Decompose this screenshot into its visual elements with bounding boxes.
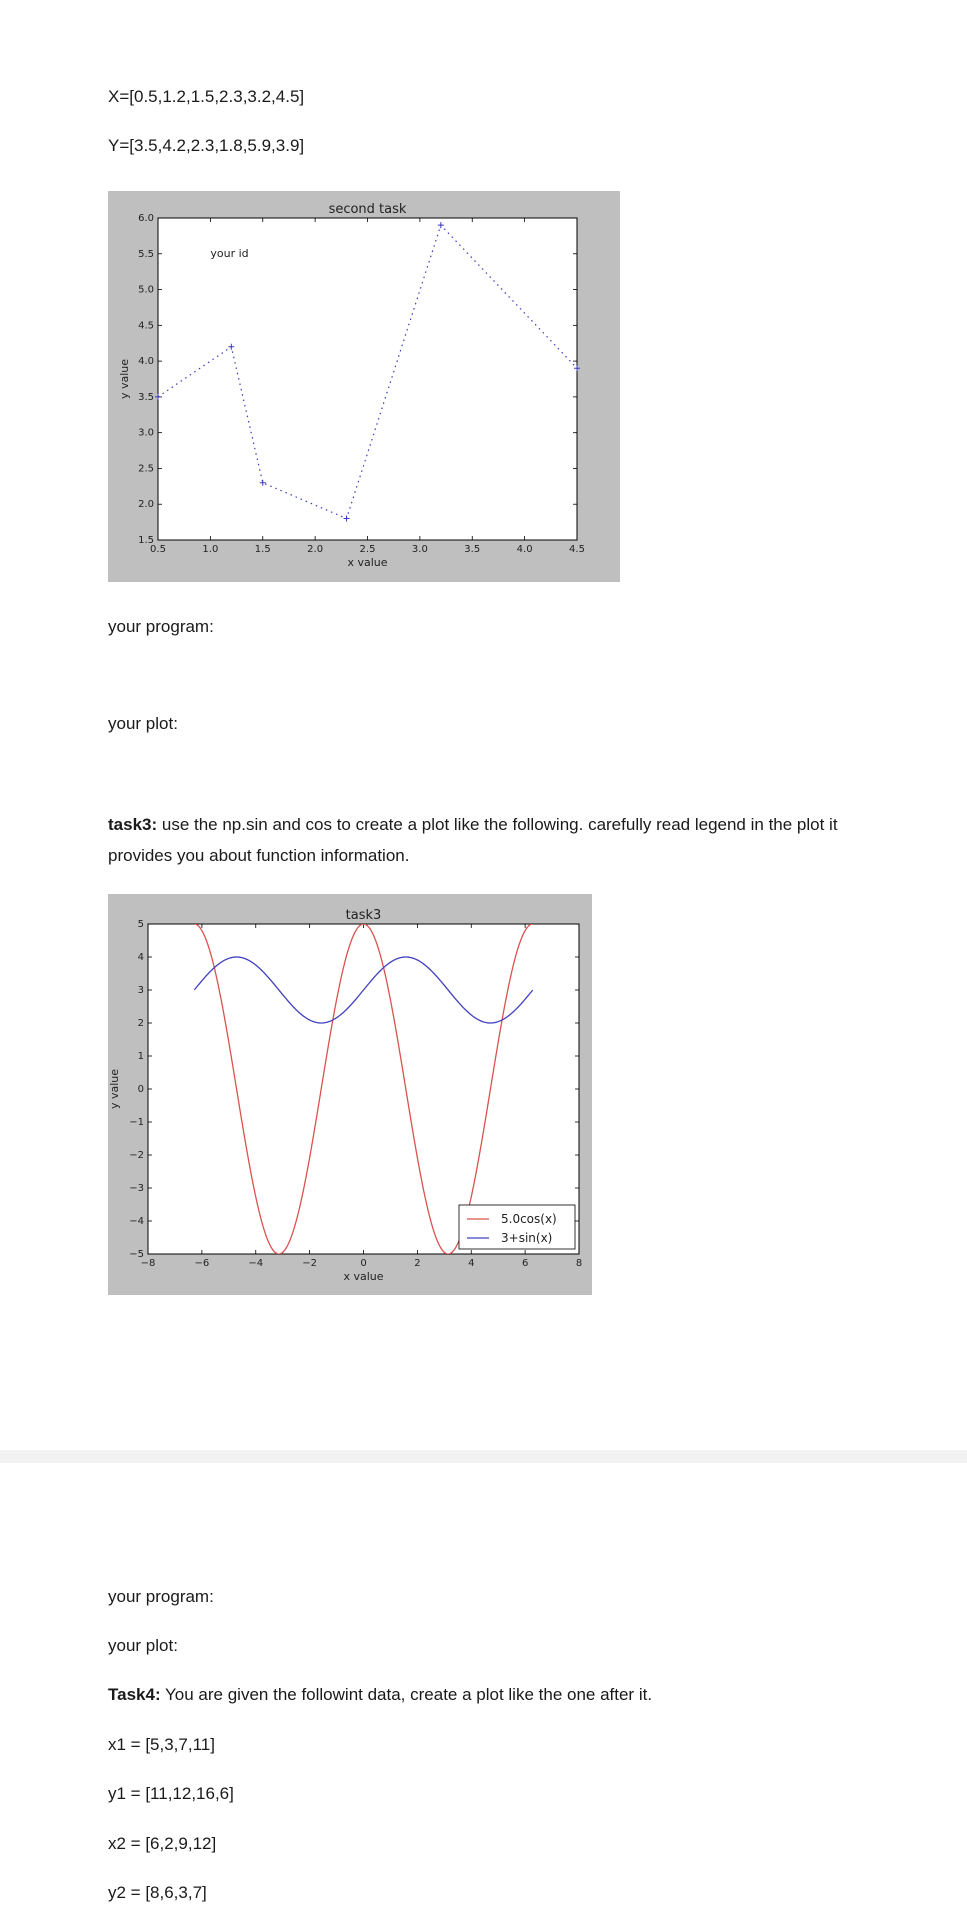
x-tick-label: −8 — [140, 1258, 156, 1269]
task3-text: use the np.sin and cos to create a plot like the following. carefully read legend in the plot it provides you about function information. — [108, 815, 838, 865]
second-task-chart — [108, 191, 620, 582]
task3-label: task3: — [108, 815, 158, 834]
y2-data-line: y2 = [8,6,3,7] — [108, 1883, 207, 1902]
x-tick-label: 3.0 — [411, 544, 428, 555]
legend-label: 5.0cos(x) — [501, 1212, 557, 1226]
your-program-label: your program: — [108, 617, 214, 636]
y-tick-label: 4.5 — [138, 320, 154, 332]
y-tick-label: 4 — [137, 952, 144, 963]
x-tick-label: 4.0 — [516, 544, 533, 555]
y-tick-label: −1 — [129, 1117, 144, 1128]
x-data-line: X=[0.5,1.2,1.5,2.3,3.2,4.5] — [108, 87, 305, 106]
task3-paragraph — [108, 809, 868, 871]
x-tick-label: 0.5 — [150, 544, 166, 555]
document-page-2 — [0, 1463, 967, 1920]
y-tick-label: 0 — [137, 1084, 144, 1095]
x1-data-line: x1 = [5,3,7,11] — [108, 1735, 215, 1754]
your-id-annotation: your id — [210, 246, 249, 260]
your-plot-label: your plot: — [108, 714, 178, 733]
x-tick-label: 1.0 — [202, 544, 219, 555]
x-axis-label: x value — [343, 1270, 384, 1283]
task4-text: You are given the followint data, create a plot like the one after it. — [160, 1685, 653, 1704]
y-tick-label: 2.5 — [138, 463, 154, 475]
y-tick-label: 5.5 — [138, 248, 154, 260]
y1-data-line: y1 = [11,12,16,6] — [108, 1784, 234, 1803]
task3-chart — [108, 894, 592, 1295]
chart-title: task3 — [345, 908, 382, 923]
plot-area — [148, 924, 579, 1254]
y-data-line: Y=[3.5,4.2,2.3,1.8,5.9,3.9] — [108, 136, 305, 155]
x-tick-label: 2.5 — [359, 544, 376, 555]
legend-label: 3+sin(x) — [501, 1231, 553, 1245]
x-tick-label: −6 — [194, 1258, 210, 1269]
figure-second-task — [108, 191, 620, 582]
y-tick-label: −3 — [129, 1183, 144, 1194]
x-tick-label: 3.5 — [464, 544, 481, 555]
y-tick-label: 4.0 — [138, 356, 154, 368]
y-axis-label: y value — [118, 358, 131, 400]
x-tick-label: −2 — [302, 1258, 317, 1269]
y-tick-label: 3 — [137, 985, 144, 996]
x-tick-label: 8 — [575, 1258, 583, 1269]
y-tick-label: 1.5 — [138, 535, 154, 546]
y-tick-label: 2.0 — [138, 499, 154, 511]
x-tick-label: 6 — [521, 1258, 529, 1269]
y-axis-label: y value — [108, 1068, 121, 1110]
x-tick-label: 4 — [468, 1258, 475, 1269]
x-tick-label: 1.5 — [254, 544, 271, 555]
plot-area — [158, 218, 577, 540]
task4-label: Task4: — [108, 1685, 161, 1704]
y-tick-label: −2 — [129, 1150, 144, 1161]
y-tick-label: 1 — [137, 1051, 144, 1062]
y-tick-label: −5 — [129, 1249, 144, 1260]
page-separator — [0, 1450, 967, 1463]
y-tick-label: 3.0 — [138, 427, 154, 439]
your-program-label-2: your program: — [108, 1587, 214, 1606]
x-tick-label: 4.5 — [569, 544, 585, 555]
x-tick-label: 2 — [414, 1258, 421, 1269]
x-tick-label: 2.0 — [307, 544, 324, 555]
y-tick-label: 5 — [137, 919, 144, 930]
figure-task3 — [108, 894, 592, 1295]
your-plot-label-2: your plot: — [108, 1636, 178, 1655]
x2-data-line: x2 = [6,2,9,12] — [108, 1834, 217, 1853]
y-tick-label: −4 — [129, 1216, 144, 1227]
chart-title: second task — [328, 202, 407, 217]
y-tick-label: 2 — [137, 1018, 144, 1029]
x-axis-label: x value — [347, 556, 388, 569]
y-tick-label: 3.5 — [138, 391, 154, 403]
y-tick-label: 5.0 — [138, 284, 154, 296]
x-tick-label: −4 — [248, 1258, 264, 1269]
task4-paragraph — [108, 1685, 652, 1705]
y-tick-label: 6.0 — [138, 213, 154, 224]
x-tick-label: 0 — [360, 1258, 367, 1269]
